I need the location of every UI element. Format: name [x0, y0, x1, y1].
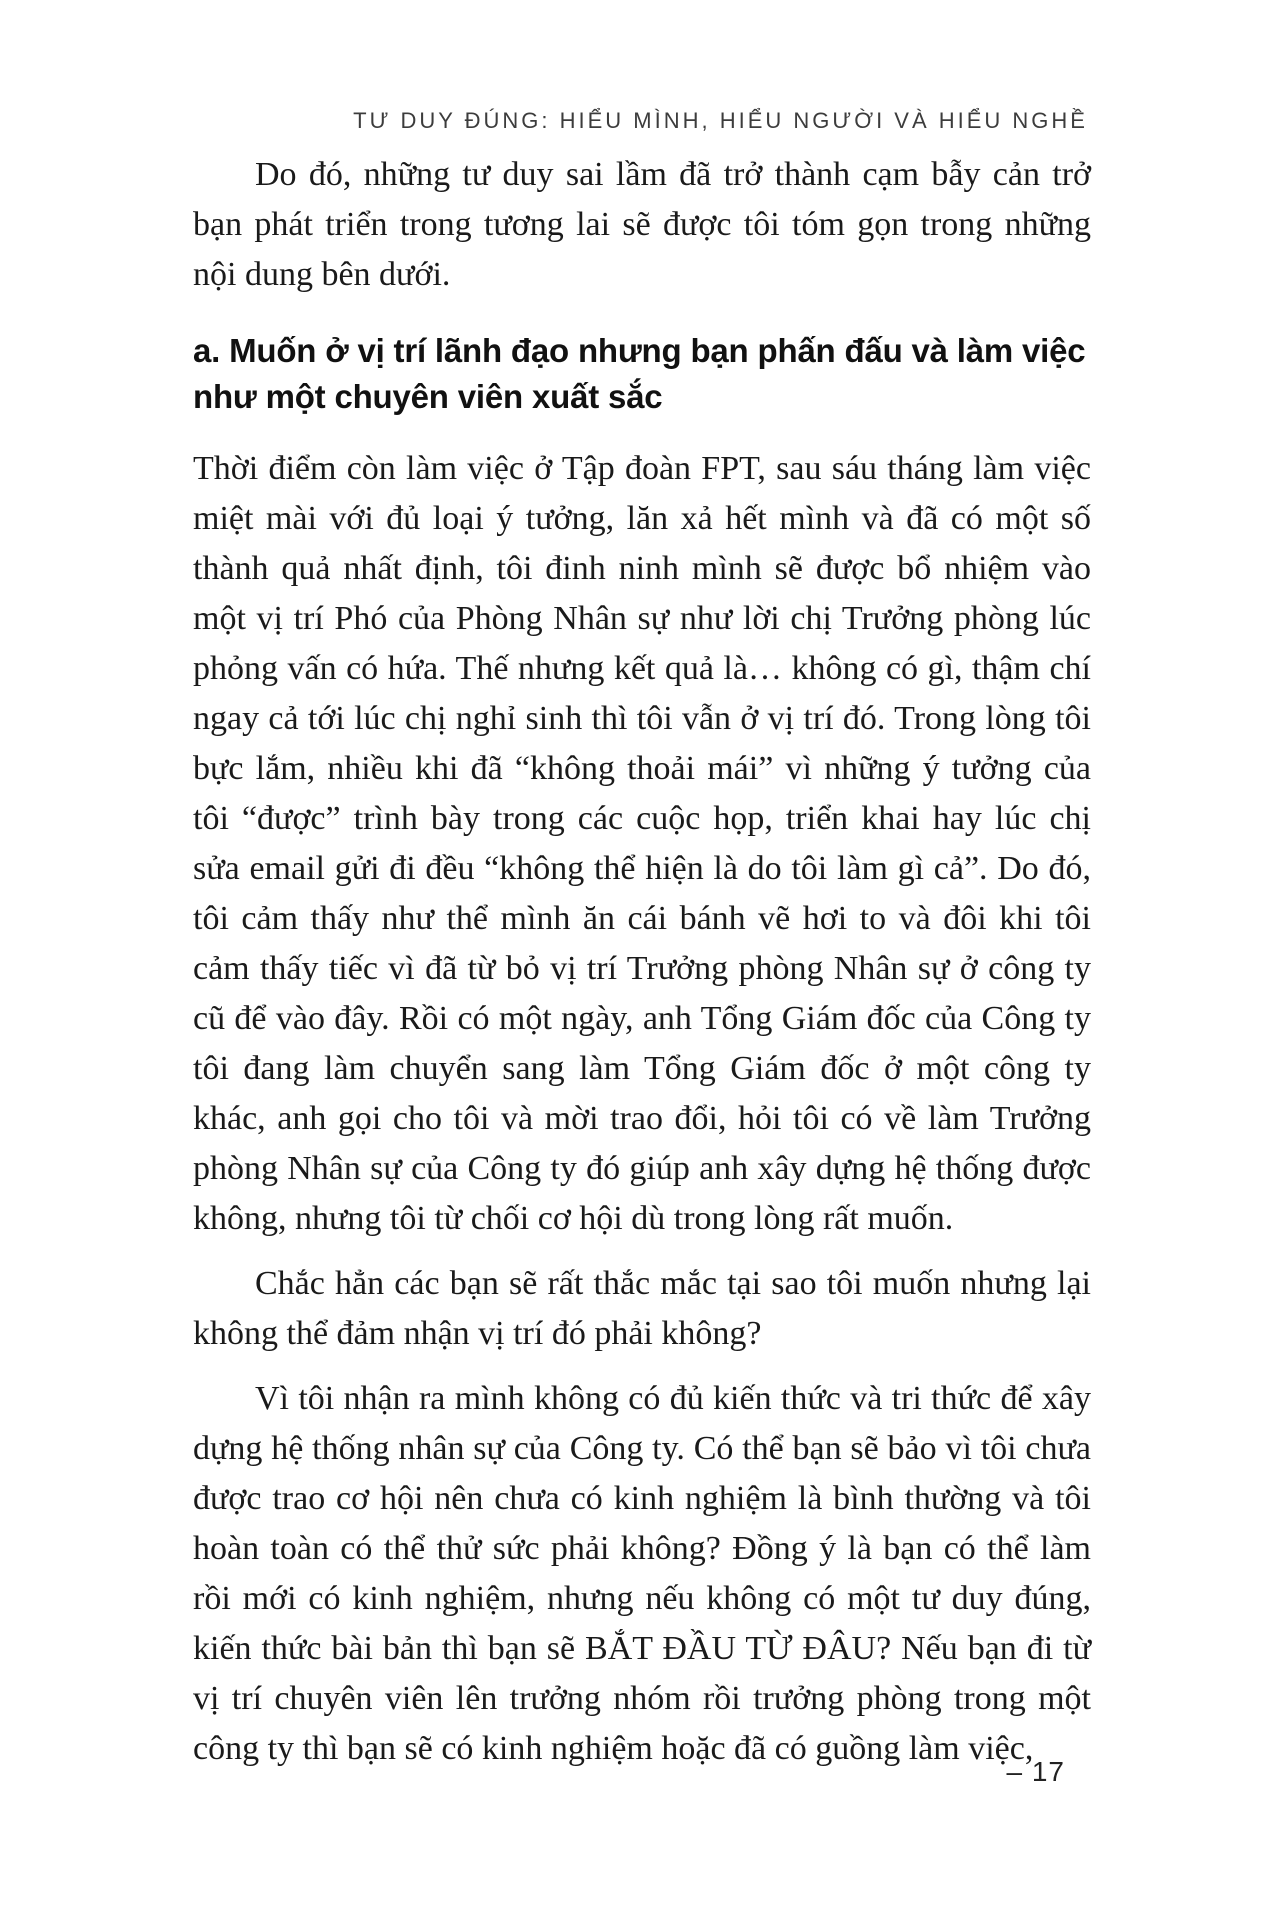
paragraph-explanation: Vì tôi nhận ra mình không có đủ kiến thức và tri thức để xây dựng hệ thống nhân sự của Công ty. Có thể bạn sẽ bảo vì tôi chưa được trao cơ hội nên chưa có kinh nghiệm là bình thường và tôi hoàn toàn có thể thử sức phải không? Đồng ý là bạn có thể làm rồi mới có kinh nghiệm, nhưng nếu không có một tư duy đúng, kiến thức bài bản thì bạn sẽ BẮT ĐẦU TỪ ĐÂU? Nếu bạn đi từ vị trí chuyên viên lên trưởng nhóm rồi trưởng phòng trong một công ty thì bạn sẽ có kinh nghiệm hoặc đã có guồng làm việc, [193, 1380, 1091, 1767]
page-footer [193, 1756, 1065, 1788]
page-content [193, 150, 1091, 1789]
running-header-text: TƯ DUY ĐÚNG: HIỂU MÌNH, HIỂU NGƯỜI VÀ HIỂU NGHỀ [353, 108, 1088, 133]
section-heading: a. Muốn ở vị trí lãnh đạo nhưng bạn phấn đấu và làm việc như một chuyên viên xuất sắc [193, 332, 1086, 415]
running-header [193, 108, 1088, 134]
paragraph-fpt-story: Thời điểm còn làm việc ở Tập đoàn FPT, sau sáu tháng làm việc miệt mài với đủ loại ý tưởng, lăn xả hết mình và đã có một số thành quả nhất định, tôi đinh ninh mình sẽ được bổ nhiệm vào một vị trí Phó của Phòng Nhân sự như lời chị Trưởng phòng lúc phỏng vấn có hứa. Thế nhưng kết quả là… không có gì, thậm chí ngay cả tới lúc chị nghỉ sinh thì tôi vẫn ở vị trí đó. Trong lòng tôi bực lắm, nhiều khi đã “không thoải mái” vì những ý tưởng của tôi “được” trình bày trong các cuộc họp, triển khai hay lúc chị sửa email gửi đi đều “không thể hiện là do tôi làm gì cả”. Do đó, tôi cảm thấy như thể mình ăn cái bánh vẽ hơi to và đôi khi tôi cảm thấy tiếc vì đã từ bỏ vị trí Trưởng phòng Nhân sự ở công ty cũ để vào đây. Rồi có một ngày, anh Tổng Giám đốc của Công ty tôi đang làm chuyển sang làm Tổng Giám đốc ở một công ty khác, anh gọi cho tôi và mời trao đổi, hỏi tôi có về làm Trưởng phòng Nhân sự của Công ty đó giúp anh xây dựng hệ thống được không, nhưng tôi từ chối cơ hội dù trong lòng rất muốn. [193, 450, 1091, 1237]
paragraph-intro: Do đó, những tư duy sai lầm đã trở thành cạm bẫy cản trở bạn phát triển trong tương lai sẽ được tôi tóm gọn trong những nội dung bên dưới. [193, 156, 1091, 293]
paragraph-question: Chắc hẳn các bạn sẽ rất thắc mắc tại sao tôi muốn nhưng lại không thể đảm nhận vị trí đó phải không? [193, 1265, 1091, 1352]
page-number: – 17 [1006, 1756, 1065, 1787]
